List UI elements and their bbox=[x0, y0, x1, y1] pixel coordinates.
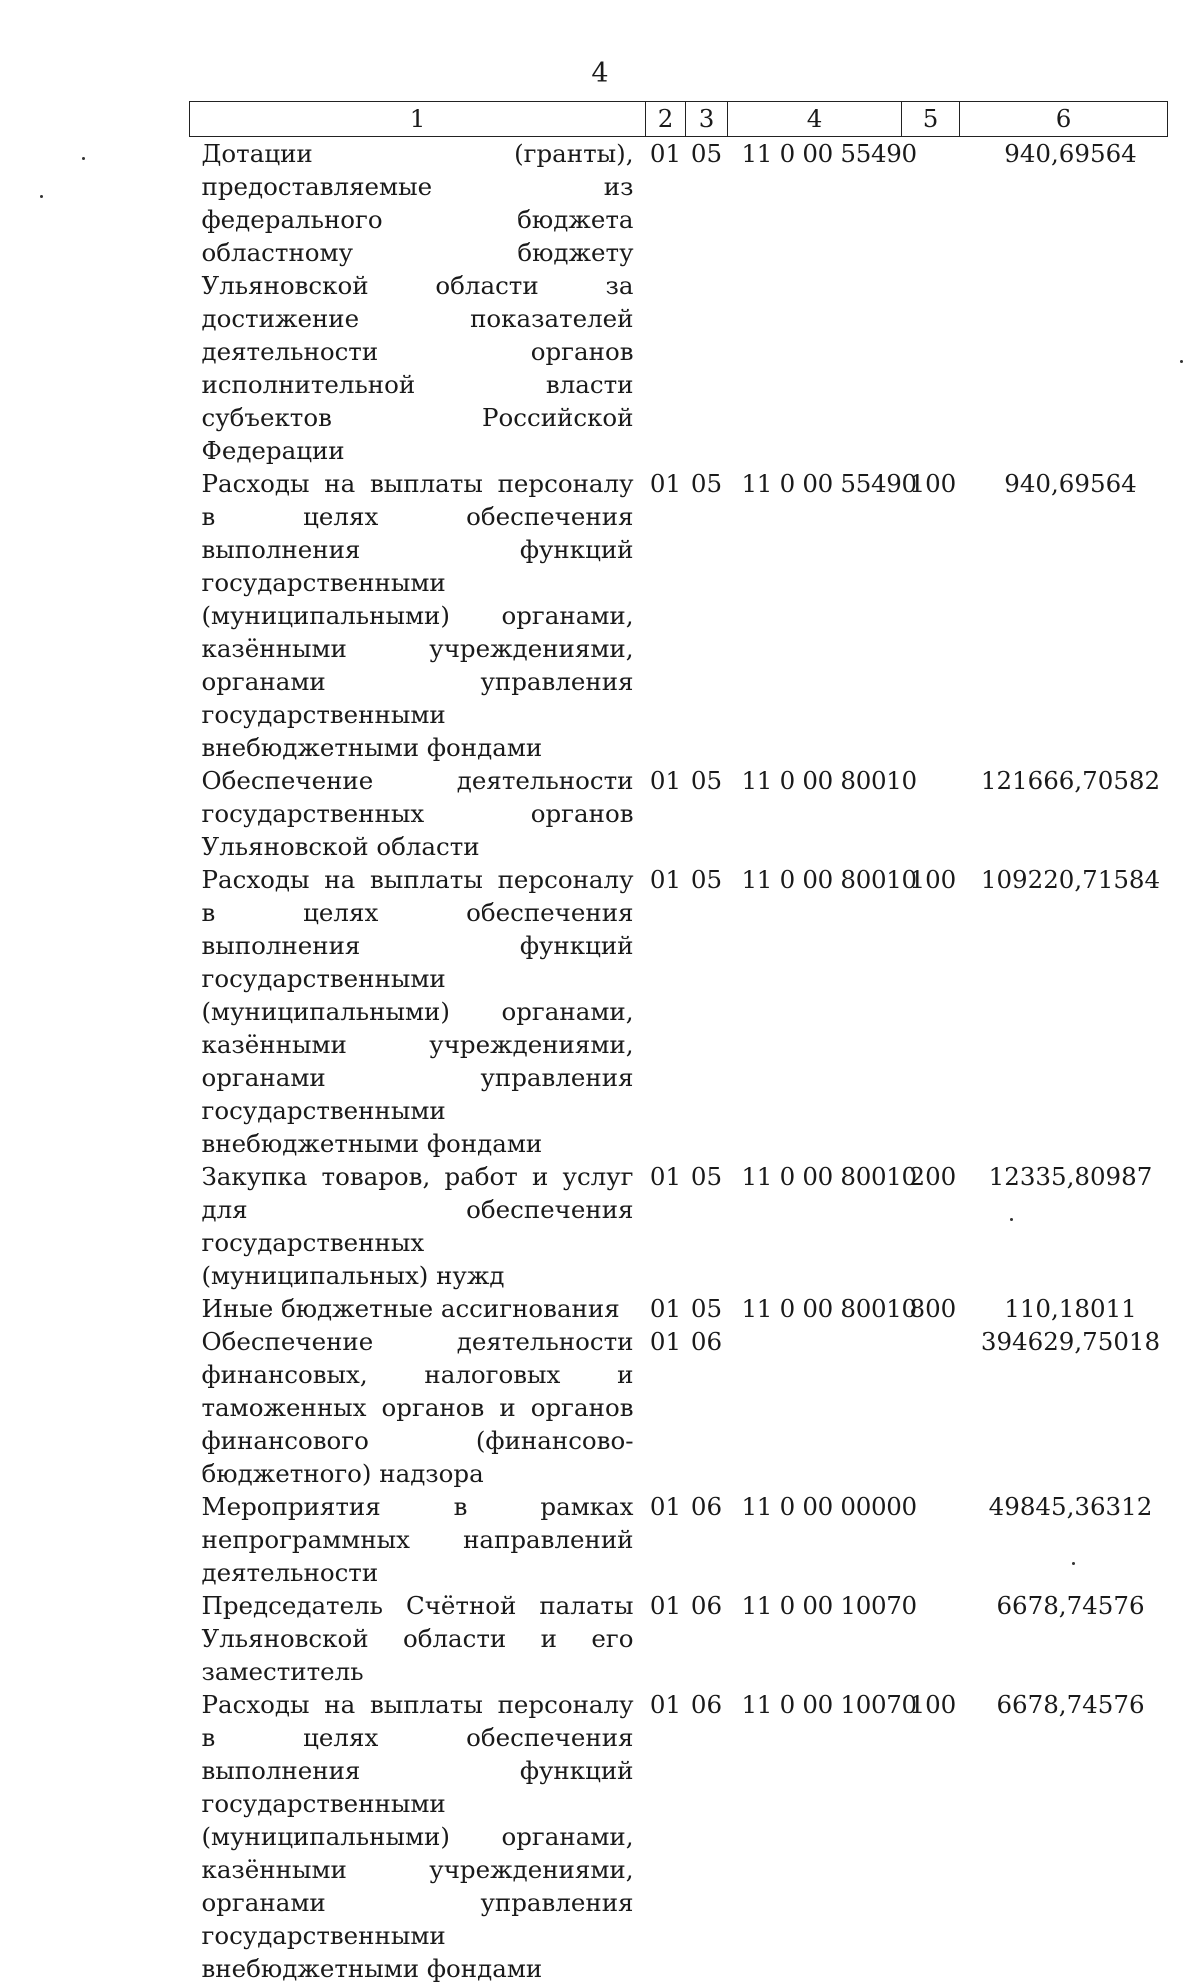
row-target-article: 11 0 00 80010 bbox=[741, 766, 917, 795]
table-row bbox=[190, 1292, 1168, 1325]
row-subsection: 05 bbox=[690, 139, 723, 168]
table-row bbox=[190, 1490, 1168, 1589]
row-target-article: 11 0 00 80010 bbox=[741, 865, 917, 894]
row-expense-type: 100 bbox=[909, 469, 957, 498]
row-amount: 940,69564 bbox=[1004, 469, 1137, 498]
row-section: 01 bbox=[649, 1327, 682, 1356]
row-section: 01 bbox=[649, 1690, 682, 1719]
header-target-article: 4 bbox=[728, 102, 902, 137]
row-name: Иные бюджетные ассигнования bbox=[201, 1294, 620, 1323]
scan-speck bbox=[1010, 1218, 1013, 1221]
row-subsection: 06 bbox=[690, 1327, 723, 1356]
table-row bbox=[190, 137, 1168, 468]
row-name: Дотации (гранты), предоставляемые из федерального бюджета областному бюджету Ульяновской области за достижение показателей деятельности органов исполнительной власти субъектов Российской Федерации bbox=[201, 139, 634, 465]
row-expense-type: 800 bbox=[909, 1294, 957, 1323]
row-name: Расходы на выплаты персоналу в целях обеспечения выполнения функций государственными (муниципальными) органами, казёнными учреждениями, органами управления государственными внебюджетными фондами bbox=[201, 1690, 634, 1983]
row-amount: 6678,74576 bbox=[996, 1690, 1145, 1719]
row-amount: 49845,36312 bbox=[988, 1492, 1153, 1521]
row-amount: 394629,75018 bbox=[980, 1327, 1161, 1356]
header-section: 2 bbox=[646, 102, 686, 137]
row-subsection: 06 bbox=[690, 1591, 723, 1620]
row-target-article: 11 0 00 00000 bbox=[741, 1492, 917, 1521]
row-name: Обеспечение деятельности государственных органов Ульяновской области bbox=[201, 766, 634, 861]
row-target-article: 11 0 00 10070 bbox=[741, 1591, 917, 1620]
row-section: 01 bbox=[649, 865, 682, 894]
row-section: 01 bbox=[649, 139, 682, 168]
row-amount: 12335,80987 bbox=[988, 1162, 1153, 1191]
row-amount: 109220,71584 bbox=[980, 865, 1161, 894]
row-name: Мероприятия в рамках непрограммных направлений деятельности bbox=[201, 1492, 634, 1587]
table-row bbox=[190, 1325, 1168, 1490]
budget-table bbox=[189, 101, 1168, 1985]
table-row bbox=[190, 467, 1168, 764]
scan-speck bbox=[1180, 360, 1183, 363]
row-subsection: 06 bbox=[690, 1492, 723, 1521]
row-target-article: 11 0 00 55490 bbox=[741, 469, 917, 498]
row-section: 01 bbox=[649, 1591, 682, 1620]
header-name: 1 bbox=[190, 102, 646, 137]
header-row bbox=[190, 102, 1168, 137]
row-subsection: 05 bbox=[690, 469, 723, 498]
row-subsection: 05 bbox=[690, 1162, 723, 1191]
row-amount: 110,18011 bbox=[1004, 1294, 1137, 1323]
row-section: 01 bbox=[649, 1294, 682, 1323]
row-name: Расходы на выплаты персоналу в целях обеспечения выполнения функций государственными (муниципальными) органами, казёнными учреждениями, органами управления государственными внебюджетными фондами bbox=[201, 469, 634, 762]
table-row bbox=[190, 1688, 1168, 1985]
row-name: Председатель Счётной палаты Ульяновской области и его заместитель bbox=[201, 1591, 634, 1686]
row-target-article: 11 0 00 10070 bbox=[741, 1690, 917, 1719]
row-name: Обеспечение деятельности финансовых, налоговых и таможенных органов и органов финансового (финансово-бюджетного) надзора bbox=[201, 1327, 634, 1488]
row-subsection: 05 bbox=[690, 865, 723, 894]
page-number: 4 bbox=[591, 58, 609, 89]
row-section: 01 bbox=[649, 469, 682, 498]
row-expense-type: 100 bbox=[909, 1690, 957, 1719]
row-name: Расходы на выплаты персоналу в целях обеспечения выполнения функций государственными (муниципальными) органами, казёнными учреждениями, органами управления государственными внебюджетными фондами bbox=[201, 865, 634, 1158]
table-row bbox=[190, 863, 1168, 1160]
row-target-article: 11 0 00 80010 bbox=[741, 1294, 917, 1323]
row-expense-type: 200 bbox=[909, 1162, 957, 1191]
row-section: 01 bbox=[649, 766, 682, 795]
row-amount: 121666,70582 bbox=[980, 766, 1161, 795]
row-target-article: 11 0 00 80010 bbox=[741, 1162, 917, 1191]
row-expense-type: 100 bbox=[909, 865, 957, 894]
row-amount: 940,69564 bbox=[1004, 139, 1137, 168]
row-subsection: 06 bbox=[690, 1690, 723, 1719]
header-subsection: 3 bbox=[686, 102, 728, 137]
row-target-article bbox=[728, 1325, 902, 1490]
table-row bbox=[190, 764, 1168, 863]
row-expense-type bbox=[902, 137, 960, 468]
row-section: 01 bbox=[649, 1162, 682, 1191]
row-subsection: 05 bbox=[690, 1294, 723, 1323]
row-amount: 6678,74576 bbox=[996, 1591, 1145, 1620]
scan-speck bbox=[40, 195, 43, 198]
scan-speck bbox=[1072, 1562, 1075, 1565]
table-row bbox=[190, 1589, 1168, 1688]
header-amount: 6 bbox=[960, 102, 1168, 137]
row-subsection: 05 bbox=[690, 766, 723, 795]
scan-speck bbox=[82, 157, 85, 160]
table-row bbox=[190, 1160, 1168, 1292]
row-target-article: 11 0 00 55490 bbox=[741, 139, 917, 168]
header-expense-type: 5 bbox=[902, 102, 960, 137]
row-name: Закупка товаров, работ и услуг для обеспечения государственных (муниципальных) нужд bbox=[201, 1162, 634, 1290]
row-expense-type bbox=[902, 1325, 960, 1490]
row-section: 01 bbox=[649, 1492, 682, 1521]
